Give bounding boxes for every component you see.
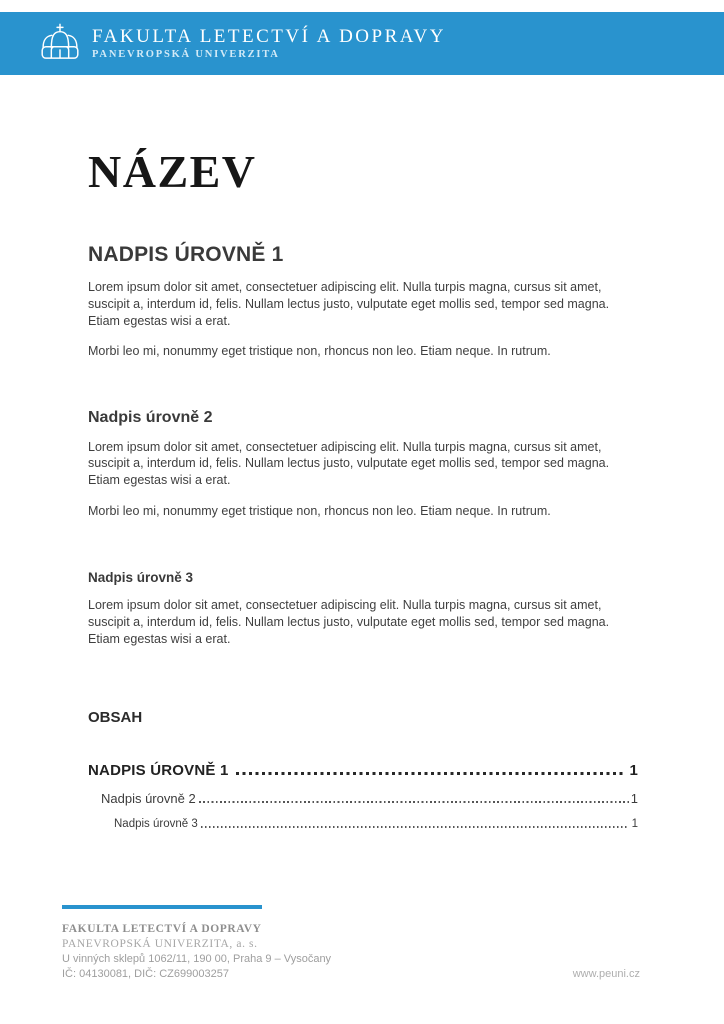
table-of-contents	[88, 762, 638, 830]
toc-entry-level-3[interactable]	[88, 818, 638, 830]
paragraph: Morbi leo mi, nonummy eget tristique non, rhoncus non leo. Etiam neque. In rutrum.	[88, 503, 551, 518]
toc-entry-label: Nadpis úrovně 2	[101, 791, 196, 807]
footer-faculty-name: FAKULTA LETECTVÍ A DOPRAVY	[62, 923, 262, 935]
toc-page-number: 1	[629, 762, 638, 780]
toc-entry-label: Nadpis úrovně 3	[114, 818, 198, 831]
brand-block	[92, 27, 446, 61]
dot-leader	[201, 826, 628, 828]
paragraph: Morbi leo mi, nonummy eget tristique non, rhoncus non leo. Etiam neque. In rutrum.	[88, 344, 551, 359]
heading-level-3: Nadpis úrovně 3	[88, 570, 194, 586]
crown-icon	[38, 23, 82, 65]
footer-accent-rule	[62, 905, 262, 909]
page-footer	[62, 905, 640, 980]
document-body	[88, 75, 638, 830]
paragraph: Lorem ipsum dolor sit amet, consectetuer adipiscing elit. Nulla turpis magna, cursus sit amet, suscipit a, interdum id, felis. Nullam lectus justo, vulputate eget mollis sed, tempor sed magna. Etiam egestas wisi a erat.	[88, 598, 610, 646]
toc-entry-level-1[interactable]	[88, 762, 638, 779]
footer-website-link[interactable]: www.peuni.cz	[572, 968, 640, 980]
footer-address: U vinných sklepů 1062/11, 190 00, Praha 9 – Vysočany	[62, 953, 332, 965]
section-level-3	[88, 570, 638, 647]
toc-heading: OBSAH	[88, 709, 143, 727]
toc-entry-level-2[interactable]	[88, 791, 638, 806]
dot-leader	[199, 801, 630, 803]
paragraph: Lorem ipsum dolor sit amet, consectetuer adipiscing elit. Nulla turpis magna, cursus sit amet, suscipit a, interdum id, felis. Nullam lectus justo, vulputate eget mollis sed, tempor sed magna. Etiam egestas wisi a erat.	[88, 280, 610, 328]
section-level-1	[88, 243, 638, 360]
toc-page-number: 1	[631, 818, 638, 831]
dot-leader	[236, 772, 625, 775]
header-faculty-name: FAKULTA LETECTVÍ A DOPRAVY	[92, 25, 446, 47]
paragraph: Lorem ipsum dolor sit amet, consectetuer adipiscing elit. Nulla turpis magna, cursus sit amet, suscipit a, interdum id, felis. Nullam lectus justo, vulputate eget mollis sed, tempor sed magna. Etiam egestas wisi a erat.	[88, 439, 610, 488]
footer-university-name: PANEVROPSKÁ UNIVERZITA, a. s.	[62, 938, 258, 950]
heading-level-2: Nadpis úrovně 2	[88, 408, 213, 426]
toc-entry-label: NADPIS ÚROVNĚ 1	[88, 762, 229, 780]
toc-page-number: 1	[630, 791, 638, 807]
document-title: NÁZEV	[88, 146, 257, 197]
header-university-name: PANEVROPSKÁ UNIVERZITA	[92, 49, 280, 61]
section-level-2	[88, 409, 638, 520]
heading-level-1: NADPIS ÚROVNĚ 1	[88, 243, 284, 267]
footer-registration-ids: IČ: 04130081, DIČ: CZ699003257	[62, 968, 229, 980]
header-bar	[0, 12, 724, 75]
